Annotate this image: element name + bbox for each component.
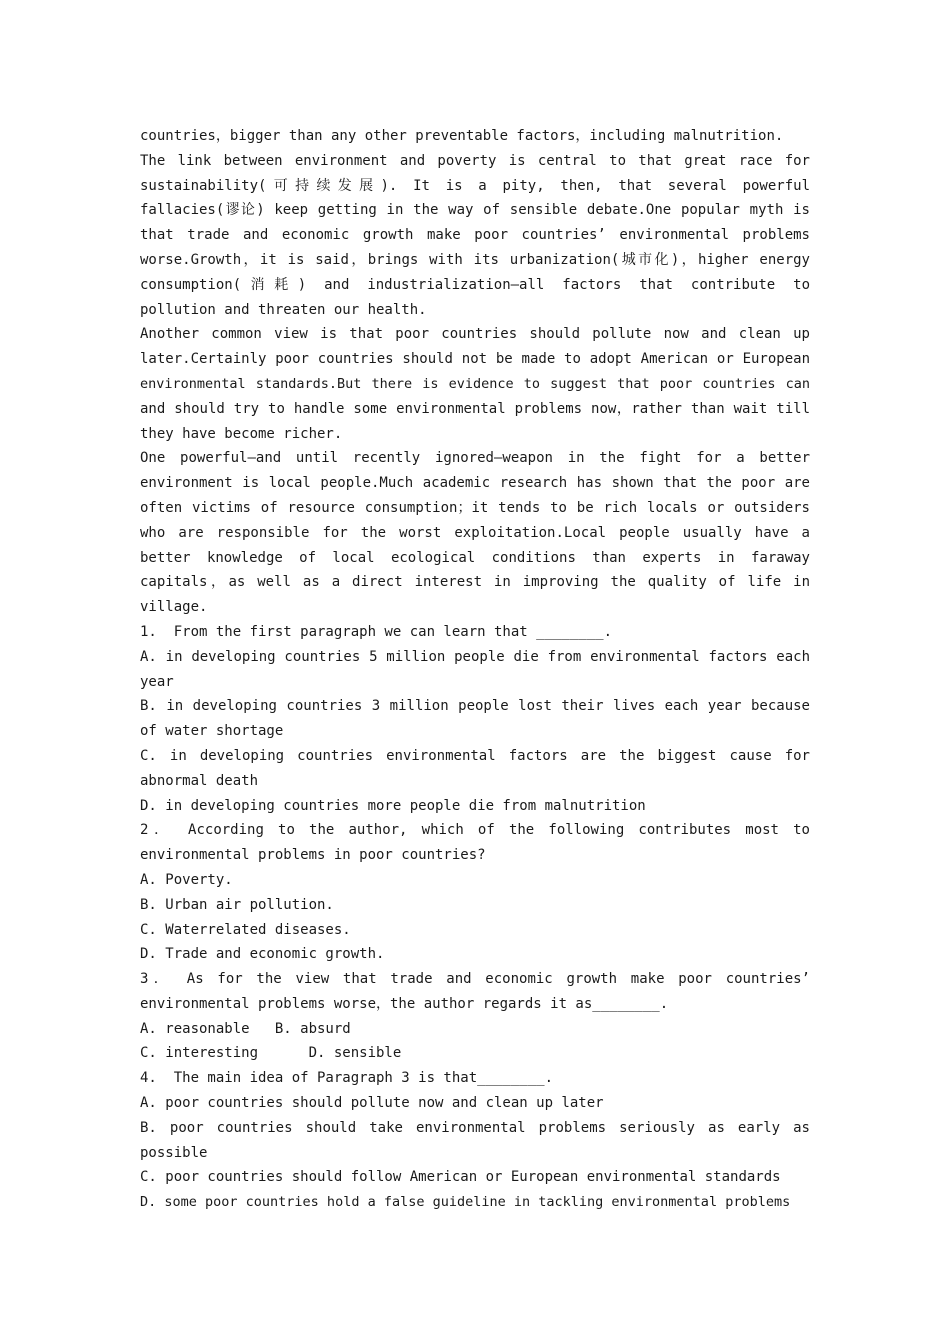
option-b: B. poor countries should take environmental problems seriously as early as bbox=[140, 1119, 810, 1136]
text-line: consumption(消耗) and industrialization—all factors that contribute to bbox=[140, 276, 810, 293]
text-line: fallacies(谬论) keep getting in the way of sensible debate.One popular myth is bbox=[140, 202, 810, 219]
text-line: Another common view is that poor countries should pollute now and clean up bbox=[140, 326, 810, 343]
option-a: A. in developing countries 5 million people die from environmental factors each bbox=[140, 648, 810, 665]
text-line: pollution and threaten our health. bbox=[140, 301, 427, 318]
option-d: D. some poor countries hold a false guideline in tackling environmental problems bbox=[140, 1194, 791, 1211]
option-c-d: C. interesting D. sensible bbox=[140, 1045, 402, 1062]
paragraph bbox=[140, 446, 810, 620]
paragraph bbox=[140, 322, 810, 446]
text-line: worse.Growth，it is said，brings with its urbanization(城市化)，higher energy bbox=[140, 251, 810, 268]
text-line: better knowledge of local ecological conditions than experts in faraway bbox=[140, 549, 810, 566]
text-line: One powerful—and until recently ignored—weapon in the fight for a better bbox=[140, 450, 810, 467]
option-c: C. in developing countries environmental factors are the biggest cause for bbox=[140, 747, 810, 764]
option-a-b: A. reasonable B. absurd bbox=[140, 1020, 351, 1037]
option-a-cont: year bbox=[140, 673, 174, 690]
question-stem: 4. The main idea of Paragraph 3 is that________. bbox=[140, 1070, 554, 1087]
question-stem: 3． As for the view that trade and economic growth make poor countries’ bbox=[140, 971, 810, 988]
text-line: later.Certainly poor countries should not be made to adopt American or European bbox=[140, 351, 810, 368]
text-line: village. bbox=[140, 599, 208, 616]
question-stem-cont: environmental problems worse，the author regards it as________. bbox=[140, 995, 669, 1012]
option-b: B. Urban air pollution. bbox=[140, 896, 334, 913]
option-c: C. Waterrelated diseases. bbox=[140, 921, 351, 938]
text-line: often victims of resource consumption；it tends to be rich locals or outsiders bbox=[140, 499, 810, 516]
paragraph bbox=[140, 124, 810, 149]
text-line: they have become richer. bbox=[140, 425, 343, 442]
option-d: D. in developing countries more people die from malnutrition bbox=[140, 797, 646, 814]
question-stem: 2． According to the author, which of the following contributes most to bbox=[140, 822, 810, 839]
option-c-cont: abnormal death bbox=[140, 772, 259, 789]
text-line: sustainability(可持续发展). It is a pity, then, that several powerful bbox=[140, 177, 810, 194]
text-line: and should try to handle some environmental problems now，rather than wait till bbox=[140, 400, 810, 417]
question-2 bbox=[140, 818, 810, 967]
text-line: countries，bigger than any other preventable factors，including malnutrition. bbox=[140, 128, 784, 144]
text-line: The link between environment and poverty is central to that great race for bbox=[140, 152, 810, 169]
text-line: that trade and economic growth make poor countries’ environmental problems bbox=[140, 227, 810, 244]
question-stem-cont: environmental problems in poor countries? bbox=[140, 847, 486, 864]
text-line: who are responsible for the worst exploitation.Local people usually have a bbox=[140, 524, 810, 541]
text-line: environmental standards.But there is evidence to suggest that poor countries can bbox=[140, 375, 810, 392]
option-d: D. Trade and economic growth. bbox=[140, 946, 385, 963]
option-b-cont: possible bbox=[140, 1144, 208, 1161]
option-a: A. poor countries should pollute now and clean up later bbox=[140, 1095, 604, 1112]
paragraph bbox=[140, 149, 810, 323]
document-page bbox=[140, 124, 810, 1215]
option-b-cont: of water shortage bbox=[140, 723, 284, 740]
question-4 bbox=[140, 1066, 810, 1215]
option-a: A. Poverty. bbox=[140, 871, 233, 888]
text-line: capitals，as well as a direct interest in improving the quality of life in bbox=[140, 574, 810, 591]
option-c: C. poor countries should follow American or European environmental standards bbox=[140, 1169, 781, 1186]
text-line: environment is local people.Much academic research has shown that the poor are bbox=[140, 475, 810, 492]
question-1 bbox=[140, 620, 810, 818]
question-stem: 1. From the first paragraph we can learn that ________. bbox=[140, 623, 613, 640]
question-3 bbox=[140, 967, 810, 1066]
option-b: B. in developing countries 3 million people lost their lives each year because bbox=[140, 698, 810, 715]
